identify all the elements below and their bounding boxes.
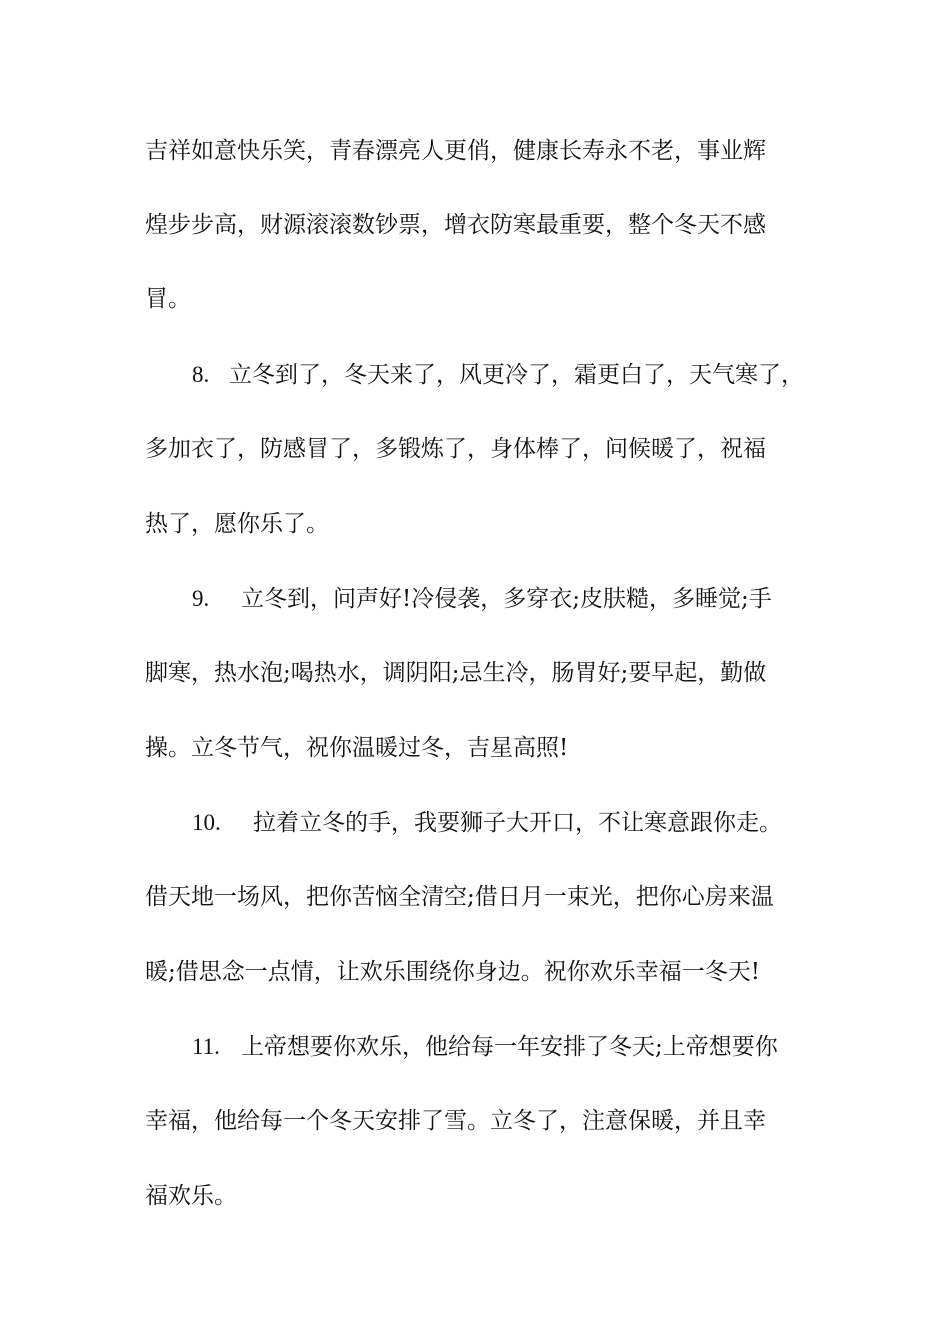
paragraph-text: 操。立冬节气，祝你温暖过冬，吉星高照! bbox=[145, 735, 569, 761]
text-line bbox=[0, 1101, 950, 1141]
text-line bbox=[0, 279, 950, 319]
text-line bbox=[0, 1176, 950, 1216]
text-line bbox=[0, 877, 950, 917]
paragraph-text: 热了，愿你乐了。 bbox=[145, 511, 329, 537]
paragraph-text: 立冬到，问声好!冷侵袭，多穿衣;皮肤糙，多睡觉;手 bbox=[241, 586, 772, 612]
list-number: 8. bbox=[192, 362, 210, 387]
list-number: 10. bbox=[192, 810, 221, 835]
text-line bbox=[0, 653, 950, 693]
paragraph-text: 冒。 bbox=[145, 286, 191, 312]
text-line bbox=[0, 131, 950, 171]
paragraph-text: 立冬到了，冬天来了，风更冷了，霜更白了，天气寒了， bbox=[229, 362, 804, 388]
paragraph-text: 借天地一场风，把你苦恼全清空;借日月一束光，把你心房来温 bbox=[145, 884, 774, 910]
text-line bbox=[0, 1027, 950, 1067]
text-line bbox=[0, 579, 950, 619]
text-line bbox=[0, 504, 950, 544]
text-line bbox=[0, 728, 950, 768]
paragraph-text: 暖;借思念一点情，让欢乐围绕你身边。祝你欢乐幸福一冬天! bbox=[145, 959, 760, 985]
paragraph-text: 上帝想要你欢乐，他给每一年安排了冬天;上帝想要你 bbox=[241, 1034, 778, 1060]
paragraph-text: 脚寒，热水泡;喝热水，调阴阳;忌生冷，肠胃好;要早起，勤做 bbox=[145, 660, 767, 686]
text-line bbox=[0, 952, 950, 992]
paragraph-text: 拉着立冬的手，我要狮子大开口，不让寒意跟你走。 bbox=[253, 810, 782, 836]
paragraph-text: 幸福，他给每一个冬天安排了雪。立冬了，注意保暖，并且幸 bbox=[145, 1108, 766, 1134]
paragraph-text: 煌步步高，财源滚滚数钞票，增衣防寒最重要，整个冬天不感 bbox=[145, 212, 766, 238]
paragraph-text: 福欢乐。 bbox=[145, 1183, 237, 1209]
paragraph-text: 多加衣了，防感冒了，多锻炼了，身体棒了，问候暖了，祝福 bbox=[145, 436, 766, 462]
list-number: 9. bbox=[192, 586, 210, 611]
text-line bbox=[0, 355, 950, 395]
text-line bbox=[0, 429, 950, 469]
paragraph-text: 吉祥如意快乐笑，青春漂亮人更俏，健康长寿永不老，事业辉 bbox=[145, 138, 766, 164]
text-line bbox=[0, 205, 950, 245]
list-number: 11. bbox=[192, 1034, 220, 1059]
text-line bbox=[0, 803, 950, 843]
